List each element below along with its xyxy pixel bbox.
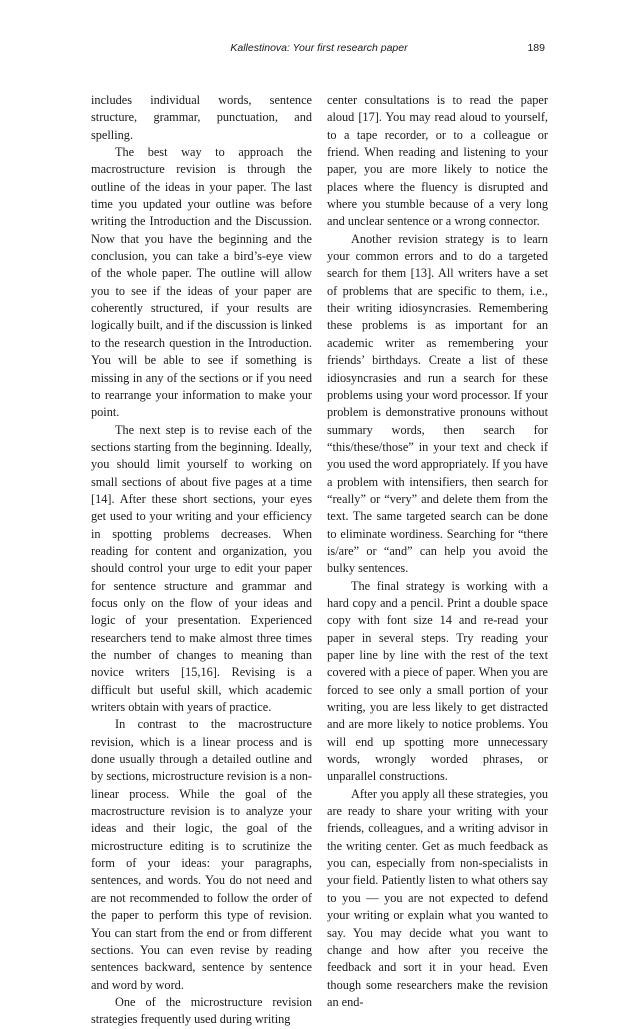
paragraph: The next step is to revise each of the sections starting from the beginning. Ideally, you should limit yourself to working on small sections of about five pages at a time [14]. After these short sections, your eyes get used to your writing and your efficiency in spotting problems decreases. When reading for content and organization, you should control your urge to edit your paper for sentence structure and grammar and focus only on the flow of your ideas and logic of your presentation. Experienced researchers tend to make almost three times the number of changes to meaning than novice writers [15,16]. Revising is a difficult but useful skill, which academic writers obtain with years of practice. (91, 422, 312, 715)
running-title: Kallestinova: Your first research paper (230, 42, 408, 54)
paragraph: One of the microstructure revision strategies frequently used during writing (91, 994, 312, 1027)
running-header (0, 40, 638, 56)
paragraph: The best way to approach the macrostructure revision is through the outline of the ideas in your paper. The last time you updated your outline was before writing the Introduction and the Discussion. Now that you have the beginning and the conclusion, you can take a bird’s-eye view of the whole paper. The outline will allow you to see if the ideas of your paper are coherently structured, if your results are logically built, and if the discussion is linked to the research question in the Introduction. You will be able to see if something is missing in any of the sections or if you need to rearrange your information to make your point. (91, 145, 312, 420)
right-column (327, 92, 548, 1011)
paragraph: The final strategy is working with a hard copy and a pencil. Print a double space copy with font size 14 and re-read your paper in several steps. Try reading your paper line by line with the rest of the text covered with a piece of paper. When you are forced to see only a small portion of your writing, you are less likely to get distracted and are more likely to notice problems. You will end up spotting more unnecessary words, wrongly worded phrases, or unparallel constructions. (327, 578, 548, 784)
paragraph: includes individual words, sentence structure, grammar, punctuation, and spelling. (91, 93, 312, 142)
paragraph: After you apply all these strategies, you are ready to share your writing with your friends, colleagues, and a writing advisor in the writing center. Get as much feedback as you can, especially from non-specialists in your field. Patiently listen to what others say to you — you are not expected to defend your writing or explain what you wanted to say. You may decide what you want to change and how after you receive the feedback and sort it in your head. Even though some researchers make the revision an end- (327, 786, 548, 1009)
page-number: 189 (527, 42, 545, 54)
left-column (91, 92, 312, 1029)
paragraph: In contrast to the macrostructure revision, which is a linear process and is done usually through a detailed outline and by sections, microstructure revision is a non-linear process. While the goal of the macrostructure revision is to analyze your ideas and their logic, the goal of the microstructure editing is to scrutinize the form of your ideas: your paragraphs, sentences, and words. You do not need and are not recommended to follow the order of the paper to perform this type of revision. You can start from the end or from different sections. You can even revise by reading sentences backward, sentence by sentence and word by word. (91, 717, 312, 992)
paragraph: center consultations is to read the paper aloud [17]. You may read aloud to yourself, to a tape recorder, or to a colleague or friend. When reading and listening to your paper, you are more likely to notice the places where the fluency is disrupted and where you stumble because of a very long and unclear sentence or a wrong connector. (327, 93, 548, 229)
paragraph: Another revision strategy is to learn your common errors and to do a targeted search for them [13]. All writers have a set of problems that are specific to them, i.e., their writing idiosyncrasies. Remembering these problems is as important for an academic writer as remembering your friends’ birthdays. Create a list of these idiosyncrasies and run a search for these problems using your word processor. If your problem is demonstrative pronouns without summary words, then search for “this/these/those” in your text and check if you used the word appropriately. If you have a problem with intensifiers, then search for “really” or “very” and delete them from the text. The same targeted search can be done to eliminate wordiness. Searching for “there is/are” or “and” can help you avoid the bulky sentences. (327, 231, 548, 576)
